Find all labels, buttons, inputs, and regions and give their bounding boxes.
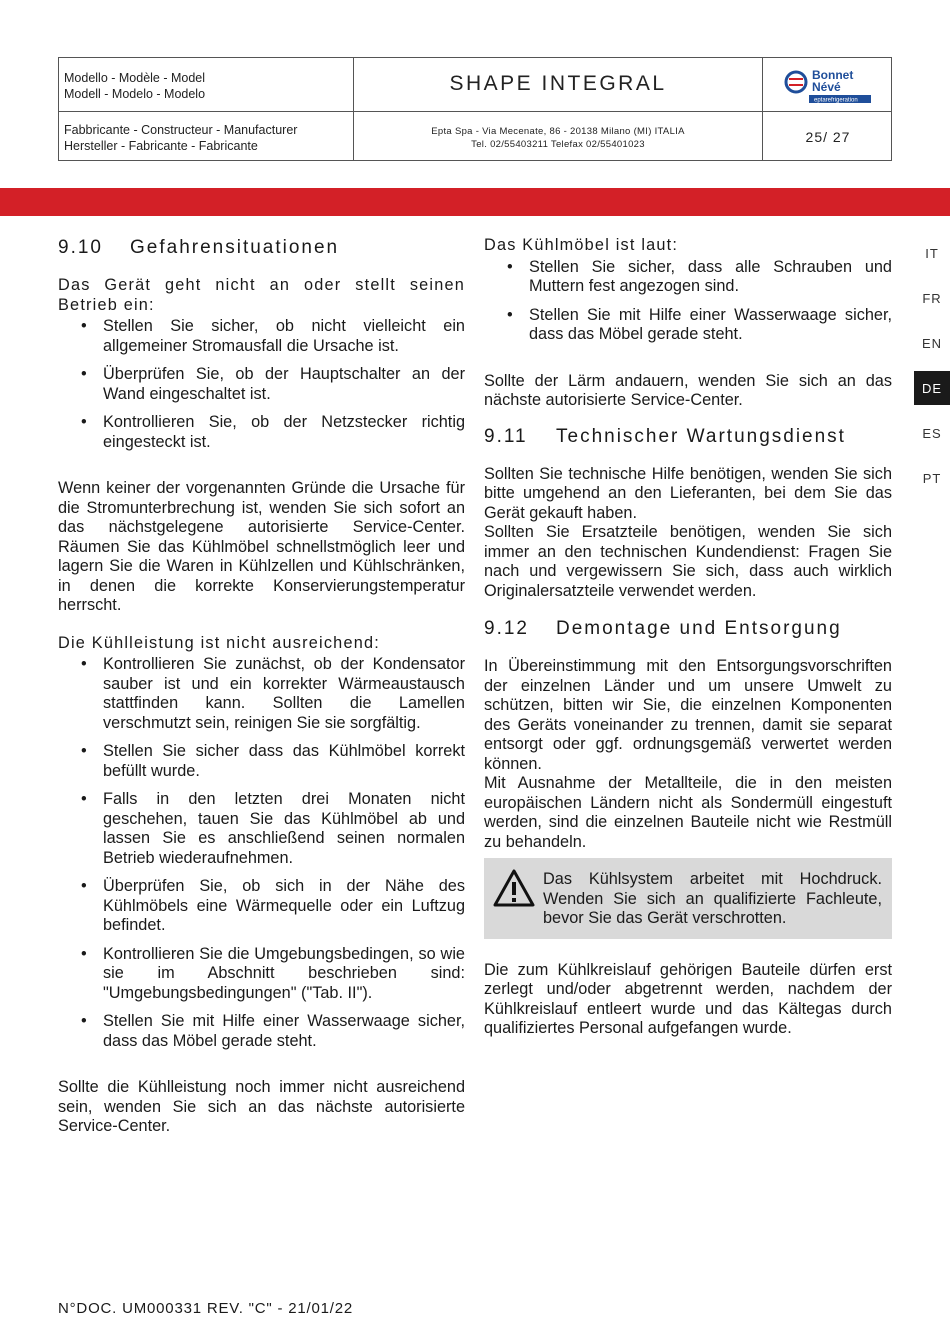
list-item: • Kontrollieren Sie zunächst, ob der Kondensator sauber ist und ein korrekter Wärmeaustausch stattfinden kann. Sollten die Lamellen verschmutzt sein, reinigen Sie sie sorgfältig. — [103, 655, 465, 733]
bullet-list — [58, 317, 465, 452]
list-item: • Stellen Sie mit Hilfe einer Wasserwaage sicher, dass das Möbel gerade steht. — [529, 306, 892, 345]
section-heading-9-11: 9.11 Technischer Wartungsdienst — [484, 425, 846, 447]
paragraph: Wenn keiner der vorgenannten Gründe die Ursache für die Stromunterbrechung ist, wenden Sie sich sofort an das nächstgelegene autorisierte Service-Center. Räumen Sie das Kühlmöbel schnellstmöglich leer und lagern Sie die Waren in Kühlzellen und Kühlschränken, in denen die korrekte Konservierungstemperatur herrscht. — [58, 479, 465, 614]
paragraph: Das Gerät geht nicht an oder stellt seinen Betrieb ein: — [58, 276, 465, 314]
paragraph: Die Kühlleistung ist nicht ausreichend: — [58, 633, 380, 652]
left-column — [58, 236, 465, 1137]
paragraph: In Übereinstimmung mit den Entsorgungsvorschriften der einzelnen Länder und um unsere Umwelt zu schützen, bitten wir Sie, die einzelnen Komponenten des Geräts voneinander zu trennen, damit sie separat entsorgt oder ggf. ordnungsgemäß verwertet werden können. — [484, 657, 892, 773]
section-heading-9-12: 9.12 Demontage und Entsorgung — [484, 618, 842, 639]
language-tab-es[interactable]: ES — [914, 416, 950, 450]
brand-logo — [763, 58, 893, 111]
language-tab-en[interactable]: EN — [914, 326, 950, 360]
svg-text:eptarefrigeration: eptarefrigeration — [814, 97, 858, 104]
paragraph: Sollte die Kühlleistung noch immer nicht ausreichend sein, wenden Sie sich an das nächste autorisierte Service-Center. — [58, 1078, 465, 1135]
paragraph: Sollte der Lärm andauern, wenden Sie sich an das nächste autorisierte Service-Center. — [484, 371, 892, 409]
bullet-list — [484, 258, 892, 345]
language-tab-pt[interactable]: PT — [914, 461, 950, 495]
manufacturer-address: Epta Spa - Via Mecenate, 86 - 20138 Milano (MI) ITALIA Tel. 02/55403211 Telefax 02/55401023 — [431, 126, 685, 150]
paragraph: Mit Ausnahme der Metallteile, die in den meisten europäischen Ländern nicht als Sondermüll eingestuft werden, sind die einzelnen Bauteile nicht wie Restmüll zu behandeln. — [484, 774, 892, 851]
section-heading-9-10: 9.10 Gefahrensituationen — [58, 237, 340, 258]
language-tabs — [914, 236, 950, 506]
bonnet-neve-logo-icon — [783, 66, 873, 106]
svg-text:Névé: Névé — [812, 80, 841, 94]
warning-box — [484, 858, 892, 939]
language-tab-de[interactable]: DE — [914, 371, 950, 405]
paragraph: Sollten Sie Ersatzteile benötigen, wenden Sie sich immer an den technischen Kundendienst: Fragen Sie nach und vergewissern Sie sich, dass auch wirklich Originalersatzteile verwendet werden. — [484, 523, 892, 600]
svg-text:Bonnet: Bonnet — [812, 68, 854, 82]
page-number: 25/ 27 — [805, 129, 851, 145]
manufacturer-label: Fabbricante - Constructeur - Manufacturer Hersteller - Fabricante - Fabricante — [64, 123, 298, 153]
warning-triangle-icon — [492, 868, 536, 908]
document-header — [58, 57, 892, 161]
document-number-footer: N°DOC. UM000331 REV. "C" - 21/01/22 — [58, 1300, 354, 1317]
list-item: • Überprüfen Sie, ob der Hauptschalter an der Wand eingeschaltet ist. — [103, 365, 465, 404]
list-item: • Stellen Sie mit Hilfe einer Wasserwaage sicher, dass das Möbel gerade steht. — [103, 1012, 465, 1051]
red-band — [0, 188, 950, 216]
paragraph: Sollten Sie technische Hilfe benötigen, wenden Sie sich bitte umgehend an den Lieferanten, bei dem Sie das Gerät gekauft haben. — [484, 464, 892, 522]
list-item: • Stellen Sie sicher, dass alle Schrauben und Muttern fest angezogen sind. — [529, 258, 892, 297]
list-item: • Kontrollieren Sie, ob der Netzstecker richtig eingesteckt ist. — [103, 413, 465, 452]
right-column — [484, 236, 892, 1039]
list-item: • Stellen Sie sicher, ob nicht vielleicht ein allgemeiner Stromausfall die Ursache ist. — [103, 317, 465, 356]
document-title: SHAPE INTEGRAL — [449, 72, 667, 95]
model-label: Modello - Modèle - Model Modell - Modelo - Modelo — [64, 71, 206, 101]
paragraph: Die zum Kühlkreislauf gehörigen Bauteile dürfen erst zerlegt und/oder abgetrennt werden, nachdem der Kühlkreislauf entleert wurde und das Kältegas durch qualifiziertes Personal aufgefangen wurde. — [484, 960, 892, 1037]
language-tab-fr[interactable]: FR — [914, 281, 950, 315]
list-item: • Stellen Sie sicher dass das Kühlmöbel korrekt befüllt wurde. — [103, 742, 465, 781]
warning-text: Das Kühlsystem arbeitet mit Hochdruck. Wenden Sie sich an qualifizierte Fachleute, bevor Sie das Gerät verschrotten. — [543, 870, 882, 927]
bullet-list — [58, 655, 465, 1051]
list-item: • Falls in den letzten drei Monaten nicht geschehen, tauen Sie das Kühlmöbel ab und lassen Sie es anschließend seinen normalen Betrieb wiederaufnehmen. — [103, 790, 465, 868]
paragraph: Das Kühlmöbel ist laut: — [484, 236, 679, 254]
list-item: • Kontrollieren Sie die Umgebungsbedingen, so wie sie im Abschnitt beschrieben sind: "Umgebungsbedingungen" ("Tab. II"). — [103, 945, 465, 1004]
language-tab-it[interactable]: IT — [914, 236, 950, 270]
list-item: • Überprüfen Sie, ob sich in der Nähe des Kühlmöbels eine Wärmequelle oder ein Luftzug befindet. — [103, 877, 465, 936]
